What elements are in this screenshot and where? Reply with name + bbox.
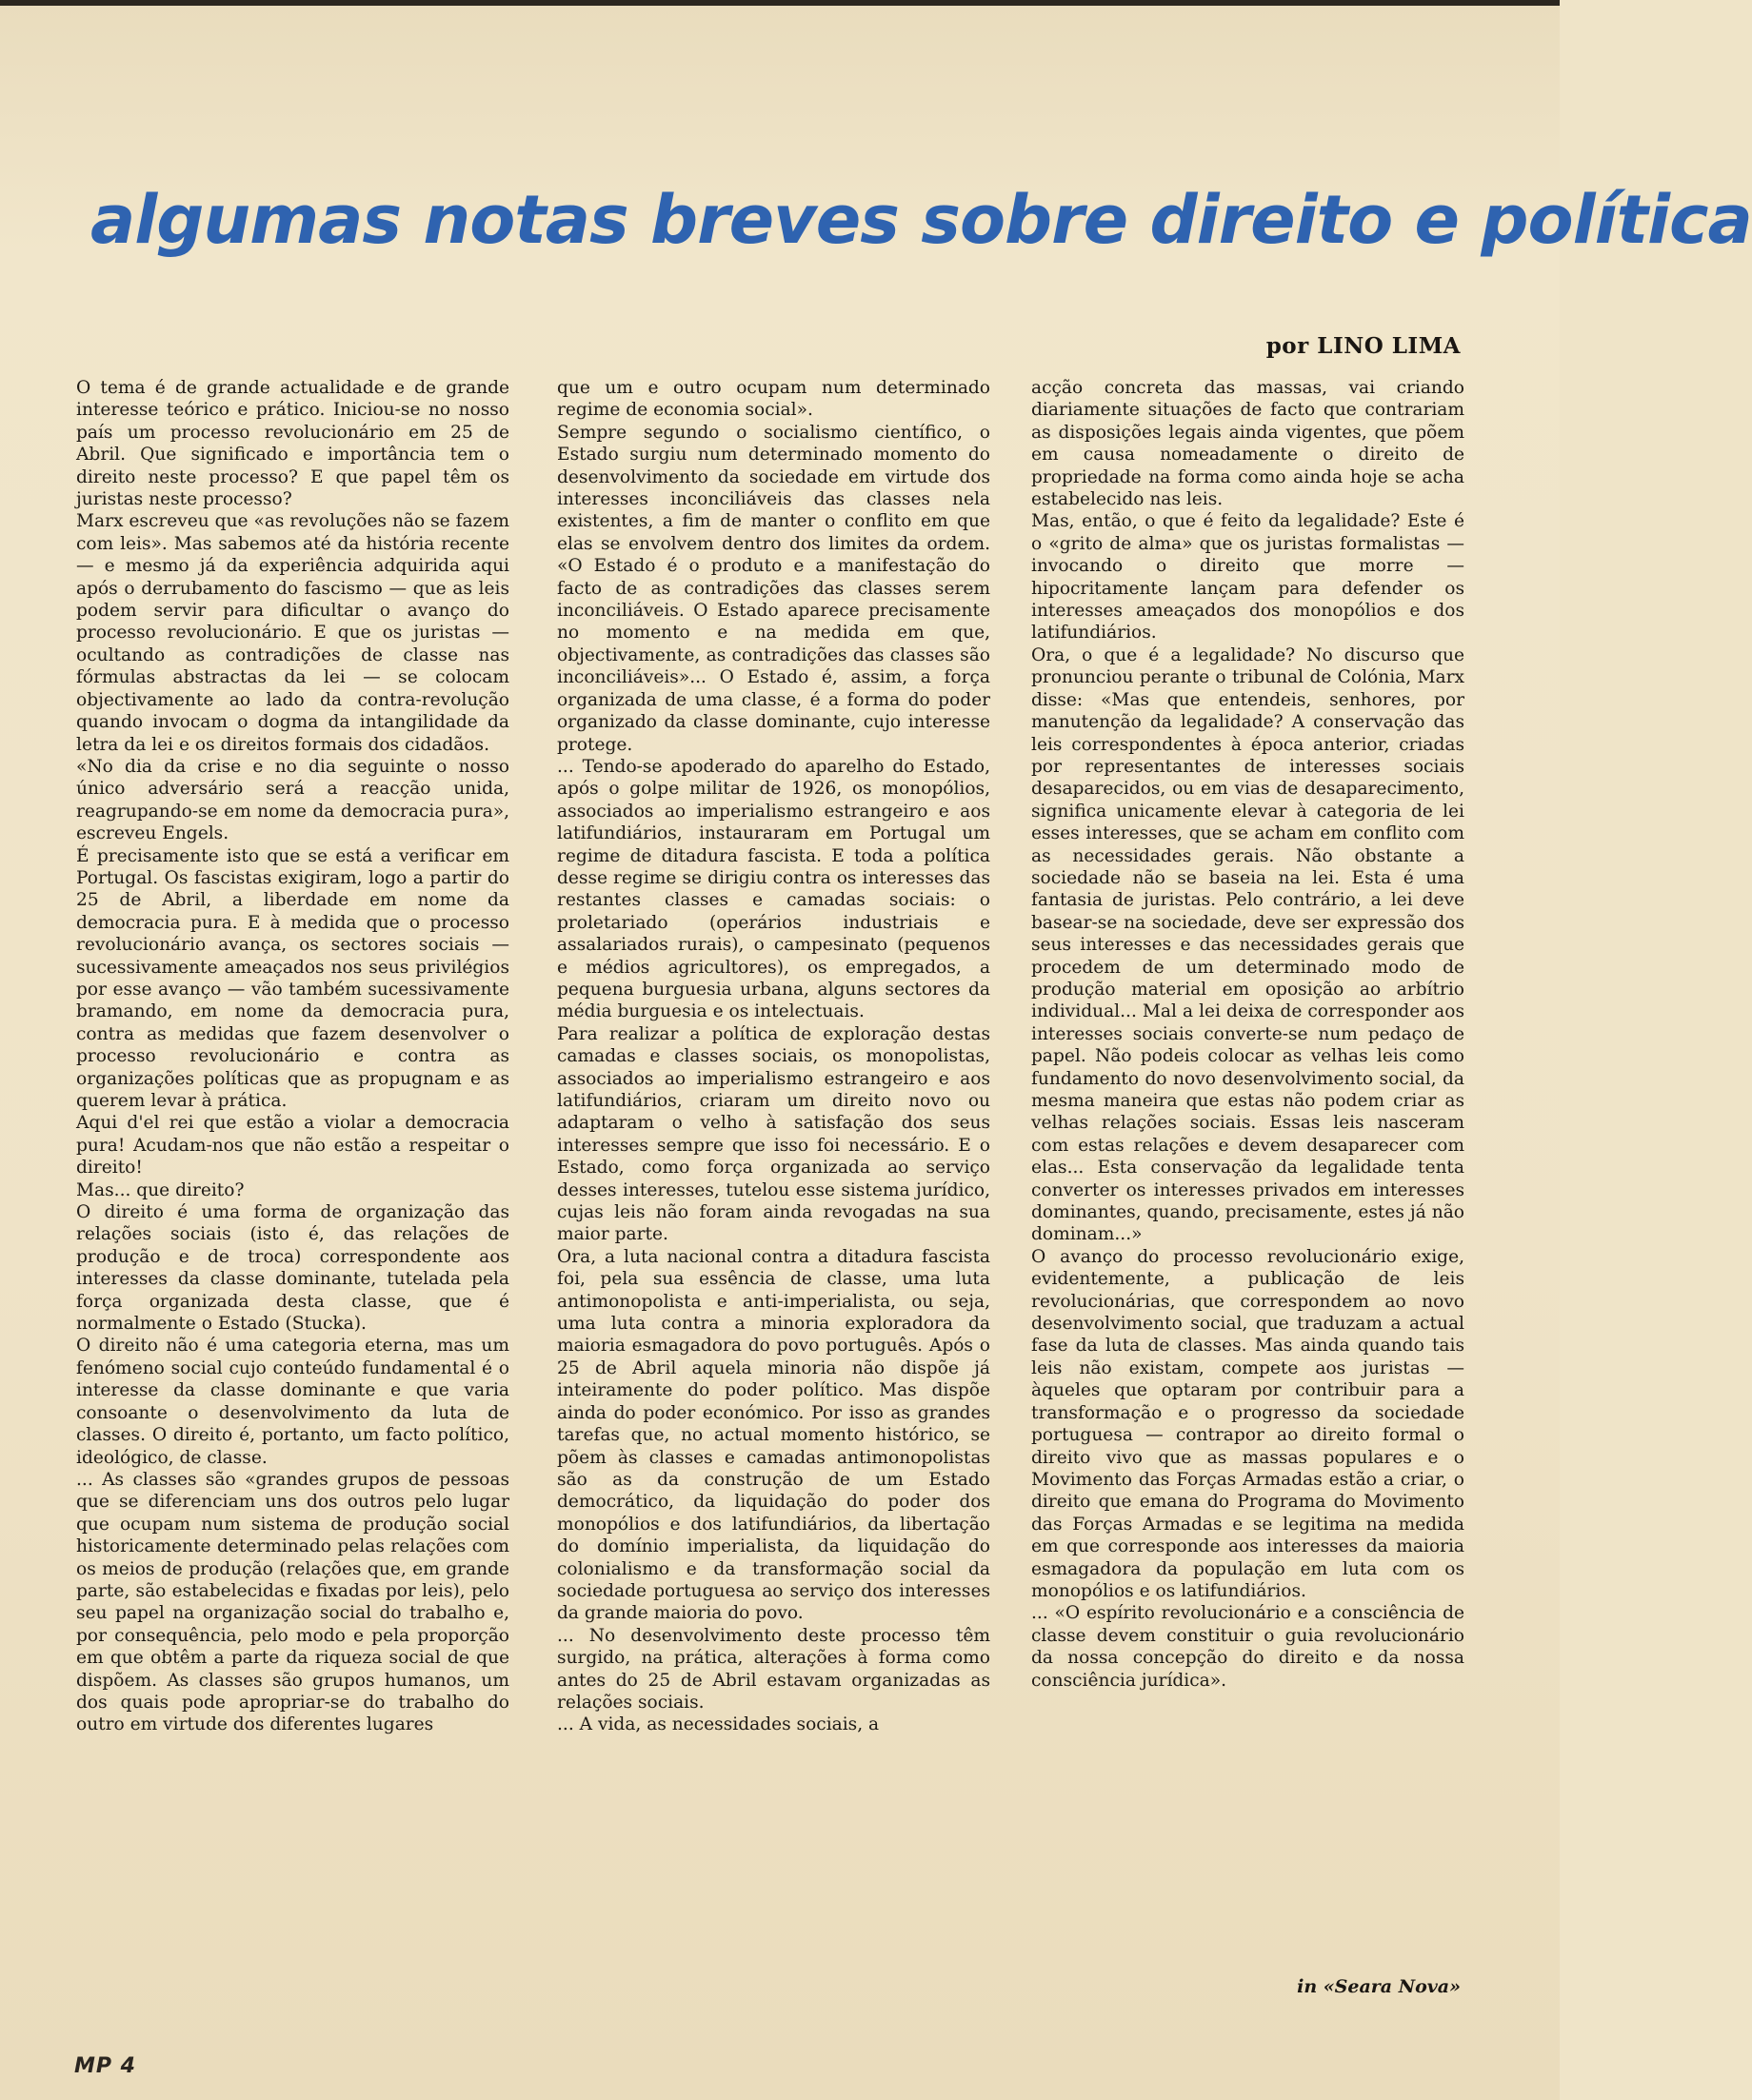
paragraph: Mas... que direito?	[76, 1179, 245, 1200]
paragraph: O direito não é uma categoria eterna, mas um fenómeno social cujo conteúdo fundamental é o interesse da classe dominante e que varia consoante o desenvolvimento da luta de classes. O direito é, portanto, um facto político, ideológico, de classe.	[76, 1336, 509, 1468]
paragraph: Aqui d'el rei que estão a violar a democracia pura! Acudam-nos que não estão a respeitar o direito!	[76, 1113, 509, 1179]
text-column-2	[557, 377, 990, 1736]
top-border	[0, 0, 1560, 6]
article-source: in «Seara Nova»	[1297, 1976, 1461, 1997]
paragraph: ... No desenvolvimento deste processo têm surgido, na prática, alterações à forma como antes do 25 de Abril estavam organizadas as relações sociais.	[557, 1625, 990, 1713]
paragraph: acção concreta das massas, vai criando diariamente situações de facto que contrariam as disposições legais ainda vigentes, que põem em causa nomeadamente o direito de propriedade na forma como ainda hoje se acha estabelecido nas leis.	[1031, 378, 1464, 510]
paragraph: Sempre segundo o socialismo científico, o Estado surgiu num determinado momento do desenvolvimento da sociedade em virtude dos interesses inconciliáveis das classes nela existentes, a fim de manter o conflito em que elas se envolvem dentro dos limites da ordem. «O Estado é o produto e a manifestação do facto de as contradições das classes serem inconciliáveis. O Estado aparece precisamente no momento e na medida em que, objectivamente, as contradições das classes são inconciliáveis»... O Estado é, assim, a força organizada de uma classe, é a forma do poder organizado da classe dominante, cujo interesse protege.	[557, 422, 990, 755]
paragraph: que um e outro ocupam num determinado regime de economia social».	[557, 378, 990, 421]
article-title: algumas notas breves sobre direito e política	[90, 181, 1752, 259]
paragraph: O tema é de grande actualidade e de grande interesse teórico e prático. Iniciou-se no nosso país um processo revolucionário em 25 de Abril. Que significado e importância tem o direito neste processo? E que papel têm os juristas neste processo?	[76, 378, 509, 510]
paragraph: Para realizar a política de exploração destas camadas e classes sociais, os monopolistas, associados ao imperialismo estrangeiro e aos latifundiários, criaram um direito novo ou adaptaram o velho à satisfação dos seus interesses sempre que isso foi necessário. E o Estado, como força organizada ao serviço desses interesses, tutelou esse sistema jurídico, cujas leis não foram ainda revogadas na sua maior parte.	[557, 1023, 990, 1245]
paragraph: Ora, a luta nacional contra a ditadura fascista foi, pela sua essência de classe, uma luta antimonopolista e anti-imperialista, ou seja, uma luta contra a minoria exploradora da maioria esmagadora do povo português. Após o 25 de Abril aquela minoria não dispõe já inteiramente do poder político. Mas dispõe ainda do poder económico. Por isso as grandes tarefas que, no actual momento histórico, se põem às classes e camadas antimonopolistas são as da construção de um Estado democrático, da liquidação do poder dos monopólios e dos latifundiários, da libertação do domínio imperialista, da liquidação do colonialismo e da transformação social da sociedade portuguesa ao serviço dos interesses da grande maioria do povo.	[557, 1246, 990, 1624]
paragraph: O avanço do processo revolucionário exige, evidentemente, a publicação de leis revolucionárias, que correspondem ao novo desenvolvimento social, que traduzam a actual fase da luta de classes. Mas ainda quando tais leis não existam, compete aos juristas — àqueles que optaram por contribuir para a transformação e o progresso da sociedade portuguesa — contrapor ao direito formal o direito vivo que as massas populares e o Movimento das Forças Armadas estão a criar, o direito que emana do Programa do Movimento das Forças Armadas e se legitima na medida em que corresponde aos interesses da maioria esmagadora da população em luta com os monopólios e os latifundiários.	[1031, 1246, 1464, 1601]
paragraph: ... A vida, as necessidades sociais, a	[557, 1714, 880, 1735]
page-number: MP 4	[74, 2054, 136, 2078]
paragraph: ... Tendo-se apoderado do aparelho do Estado, após o golpe militar de 1926, os monopólios, associados ao imperialismo estrangeiro e aos latifundiários, instauraram em Portugal um regime de ditadura fascista. E toda a política desse regime se dirigiu contra os interesses das restantes classes e camadas sociais: o proletariado (operários industriais e assalariados rurais), o campesinato (pequenos e médios agricultores), os empregados, a pequena burguesia urbana, alguns sectores da média burguesia e os intelectuais.	[557, 756, 990, 1022]
paragraph: O direito é uma forma de organização das relações sociais (isto é, das relações de produção e de troca) correspondente aos interesses da classe dominante, tutelada pela força organizada desta classe, que é normalmente o Estado (Stucka).	[76, 1202, 509, 1335]
text-column-1	[76, 377, 509, 1736]
paragraph: ... As classes são «grandes grupos de pessoas que se diferenciam uns dos outros pelo lugar que ocupam num sistema de produção social historicamente determinado pelas relações com os meios de produção (relações que, em grande parte, são estabelecidas e fixadas por leis), pelo seu papel na organização social do trabalho e, por consequência, pelo modo e pela proporção em que obtêm a parte da riqueza social de que dispõem. As classes são grupos humanos, um dos quais pode apropriar-se do trabalho do outro em virtude dos diferentes lugares	[76, 1469, 509, 1735]
paragraph: Ora, o que é a legalidade? No discurso que pronunciou perante o tribunal de Colónia, Marx disse: «Mas que entendeis, senhores, por manutenção da legalidade? A conservação das leis correspondentes à época anterior, criadas por representantes de interesses sociais desaparecidos, ou em vias de desaparecimento, significa unicamente elevar à categoria de lei esses interesses, que se acham em conflito com as necessidades gerais. Não obstante a sociedade não se baseia na lei. Esta é uma fantasia de juristas. Pelo contrário, a lei deve basear-se na sociedade, deve ser expressão dos seus interesses e das necessidades gerais que procedem de um determinado modo de produção material em oposição ao arbítrio individual... Mal a lei deixa de corresponder aos interesses sociais converte-se num pedaço de papel. Não podeis colocar as velhas leis como fundamento do novo desenvolvimento social, da mesma maneira que estas não podem criar as velhas relações sociais. Essas leis nasceram com estas relações e devem desaparecer com elas... Esta conservação da legalidade tenta converter os interesses privados em interesses dominantes, quando, precisamente, estes já não dominam...»	[1031, 644, 1464, 1245]
paragraph: «No dia da crise e no dia seguinte o nosso único adversário será a reacção unida, reagrupando-se em nome da democracia pura», escreveu Engels.	[76, 756, 509, 844]
paragraph: Mas, então, o que é feito da legalidade? Este é o «grito de alma» que os juristas formalistas — invocando o direito que morre — hipocritamente lançam para defender os interesses ameaçados dos monopólios e dos latifundiários.	[1031, 511, 1464, 644]
paragraph: ... «O espírito revolucionário e a consciência de classe devem constituir o guia revolucionário da nossa concepção do direito e da nossa consciência jurídica».	[1031, 1603, 1464, 1691]
text-column-3	[1031, 377, 1464, 1692]
article-body	[76, 377, 1464, 1995]
paragraph: É precisamente isto que se está a verificar em Portugal. Os fascistas exigiram, logo a partir do 25 de Abril, a liberdade em nome da democracia pura. E à medida que o processo revolucionário avança, os sectores sociais — sucessivamente ameaçados nos seus privilégios por esse avanço — vão também sucessivamente bramando, em nome da democracia pura, contra as medidas que fazem desenvolver o processo revolucionário e contra as organizações políticas que as propugnam e as querem levar à prática.	[76, 845, 509, 1111]
paragraph: Marx escreveu que «as revoluções não se fazem com leis». Mas sabemos até da história recente — e mesmo já da experiência adquirida aqui após o derrubamento do fascismo — que as leis podem servir para dificultar o avanço do processo revolucionário. E que os juristas — ocultando as contradições de classe nas fórmulas abstractas da lei — se colocam objectivamente ao lado da contra-revolução quando invocam o dogma da intangilidade da letra da lei e os direitos formais dos cidadãos.	[76, 511, 509, 755]
article-byline: por LINO LIMA	[1265, 333, 1461, 359]
